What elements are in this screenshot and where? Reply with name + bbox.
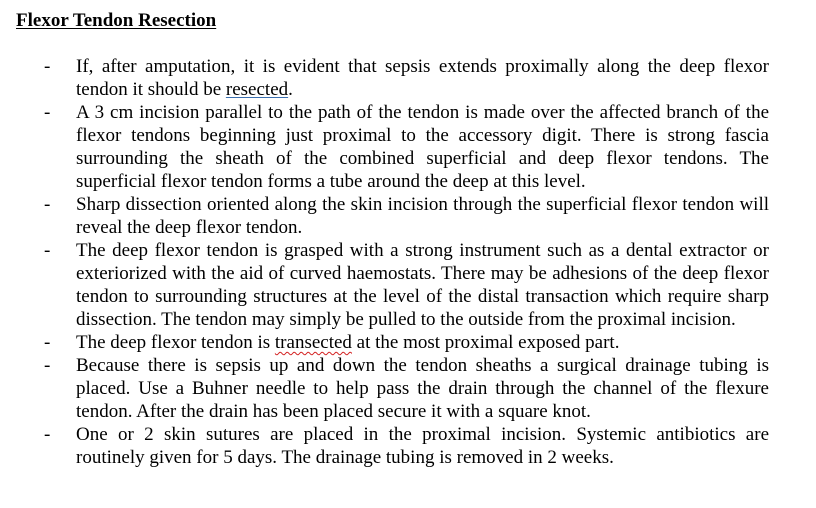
bullet-marker: -: [44, 194, 51, 215]
step-text: The deep flexor tendon is grasped with a strong instrument such as a dental extractor or exteriorized with the aid of curved haemostats. There may be adhesions of the deep flexor tendon to surrounding structures at the level of the distal transaction which require sharp dissection. The tendon may simply be pulled to the outside from the proximal incision.: [76, 240, 769, 330]
procedure-steps-list: [0, 55, 816, 469]
list-item: [0, 331, 769, 354]
list-item: [0, 423, 769, 469]
spellcheck-flagged-word[interactable]: transected: [274, 332, 352, 353]
step-text: A 3 cm incision parallel to the path of the tendon is made over the affected branch of the flexor tendons beginning just proximal to the accessory digit. There is strong fascia surrounding the sheath of the combined superficial and deep flexor tendons. The superficial flexor tendon forms a tube around the deep at this level.: [76, 102, 769, 192]
step-text: One or 2 skin sutures are placed in the proximal incision. Systemic antibiotics are routinely given for 5 days. The drainage tubing is removed in 2 weeks.: [76, 424, 769, 468]
bullet-marker: -: [44, 56, 51, 77]
step-text: .: [288, 79, 293, 100]
bullet-marker: -: [44, 240, 51, 261]
list-item: [0, 193, 769, 239]
bullet-marker: -: [44, 332, 51, 353]
step-text: Because there is sepsis up and down the tendon sheaths a surgical drainage tubing is placed. Use a Buhner needle to help pass the drain through the channel of the flexure tendon. After the drain has been placed secure it with a square knot.: [76, 355, 769, 422]
underlined-word: resected: [225, 79, 289, 100]
bullet-marker: -: [44, 355, 51, 376]
bullet-marker: -: [44, 102, 51, 123]
step-text: The deep flexor tendon is: [76, 332, 275, 353]
section-heading: Flexor Tendon Resection: [16, 10, 217, 31]
step-text: Sharp dissection oriented along the skin incision through the superficial flexor tendon will reveal the deep flexor tendon.: [76, 194, 769, 238]
list-item: [0, 354, 769, 423]
bullet-marker: -: [44, 424, 51, 445]
list-item: [0, 55, 769, 101]
list-item: [0, 101, 769, 193]
step-text: If, after amputation, it is evident that sepsis extends proximally along the deep flexor tendon it should be: [76, 56, 769, 100]
step-text: at the most proximal exposed part.: [351, 332, 620, 353]
list-item: [0, 239, 769, 331]
